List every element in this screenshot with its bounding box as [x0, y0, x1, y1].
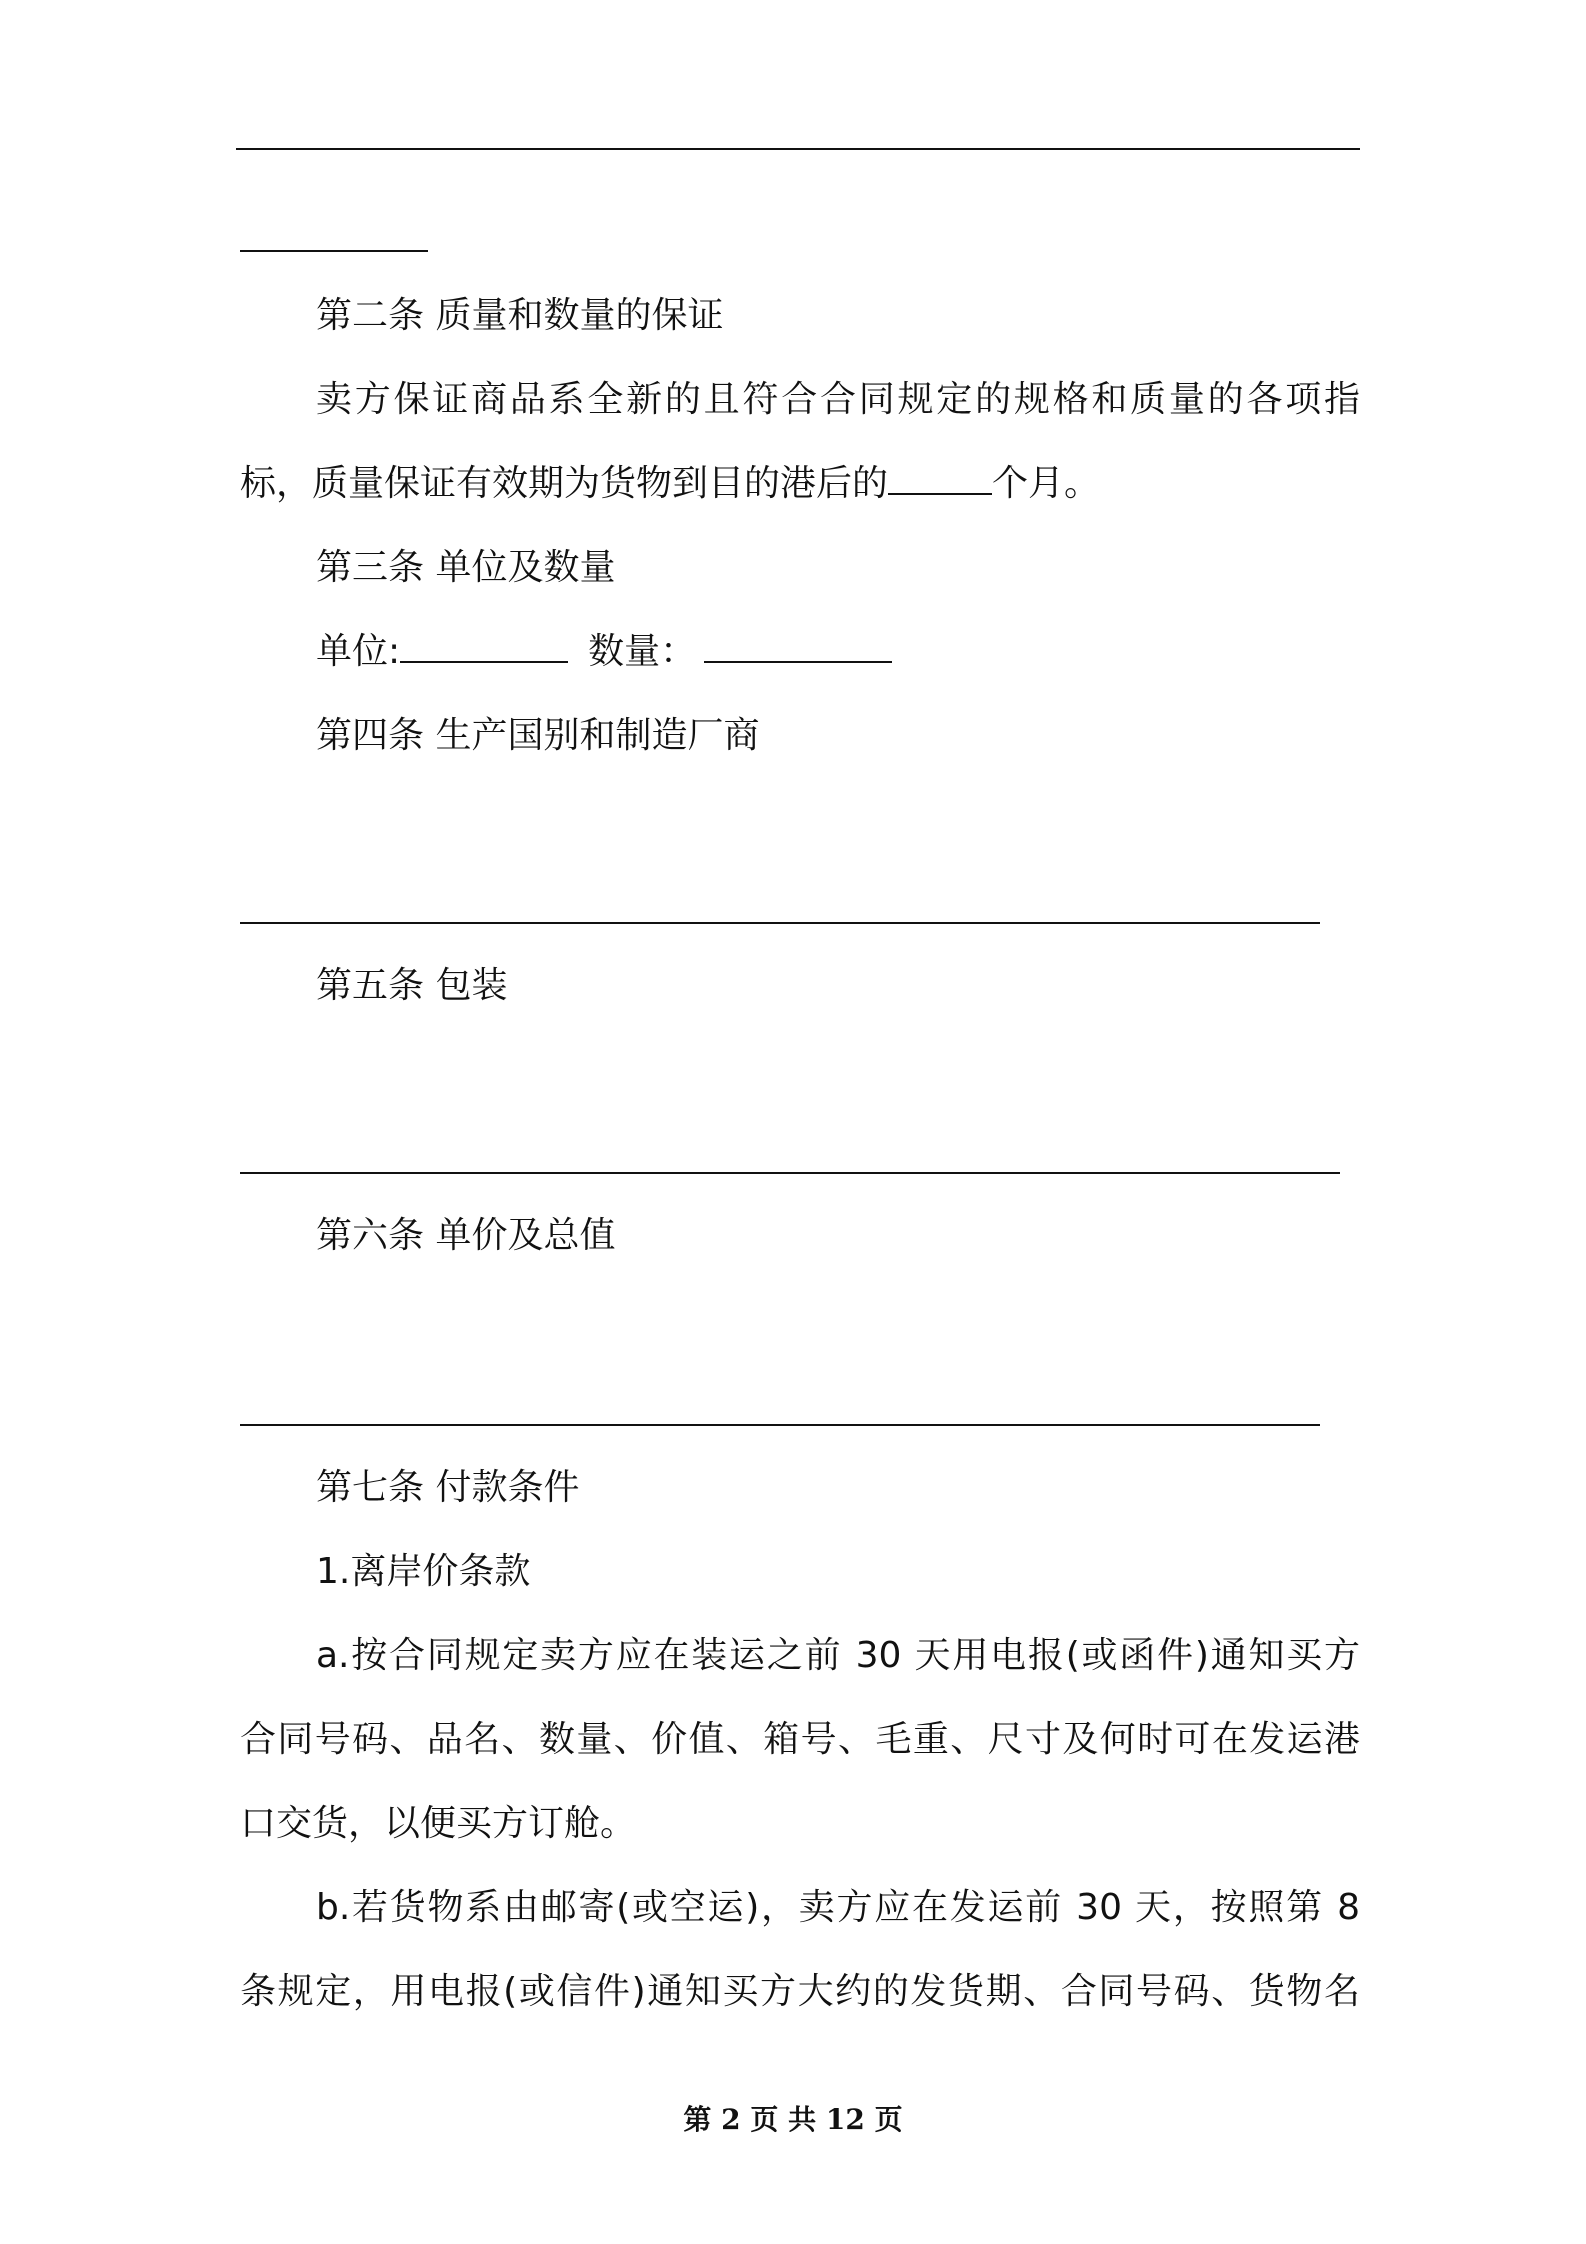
article-7-title: 第七条 付款条件 — [316, 1467, 580, 1508]
unit-blank — [400, 631, 568, 663]
article-7-a-line-2: 合同号码、品名、数量、价值、箱号、毛重、尺寸及何时可在发运港 — [240, 1719, 1360, 1760]
months-blank — [888, 463, 992, 495]
article-7-a-line-1: a.按合同规定卖方应在装运之前 30 天用电报(或函件)通知买方 — [316, 1635, 1360, 1676]
article-7-a-line-3: 口交货，以便买方订舱。 — [240, 1803, 637, 1844]
unit-label: 单位: — [316, 631, 401, 672]
qty-label: 数量： — [588, 631, 697, 672]
article-5-blank-line — [240, 1172, 1340, 1174]
blank-line-top — [240, 250, 428, 252]
article-6-title: 第六条 单价及总值 — [316, 1215, 616, 1256]
article-6-blank-line — [240, 1424, 1320, 1426]
article-4-title: 第四条 生产国别和制造厂商 — [316, 715, 760, 756]
article-3-title: 第三条 单位及数量 — [316, 547, 616, 588]
article-4-blank-line — [240, 922, 1320, 924]
article-2-para-line-1: 卖方保证商品系全新的且符合合同规定的规格和质量的各项指 — [316, 379, 1360, 420]
article-7-b-line-1: b.若货物系由邮寄(或空运)，卖方应在发运前 30 天，按照第 8 — [316, 1887, 1360, 1928]
article-2-title: 第二条 质量和数量的保证 — [316, 295, 724, 336]
article-5-title: 第五条 包装 — [316, 965, 508, 1006]
header-rule — [236, 148, 1360, 150]
article-7-item-1: 1.离岸价条款 — [316, 1551, 531, 1592]
qty-blank — [704, 631, 892, 663]
page-footer: 第 2 页 共 12 页 — [683, 2103, 903, 2136]
unit-qty-line — [316, 628, 892, 676]
article-7-b-line-2: 条规定，用电报(或信件)通知买方大约的发货期、合同号码、货物名 — [240, 1971, 1360, 2012]
article-2-para-line-2: 标，质量保证有效期为货物到目的港后的 个月。 — [240, 463, 1101, 504]
